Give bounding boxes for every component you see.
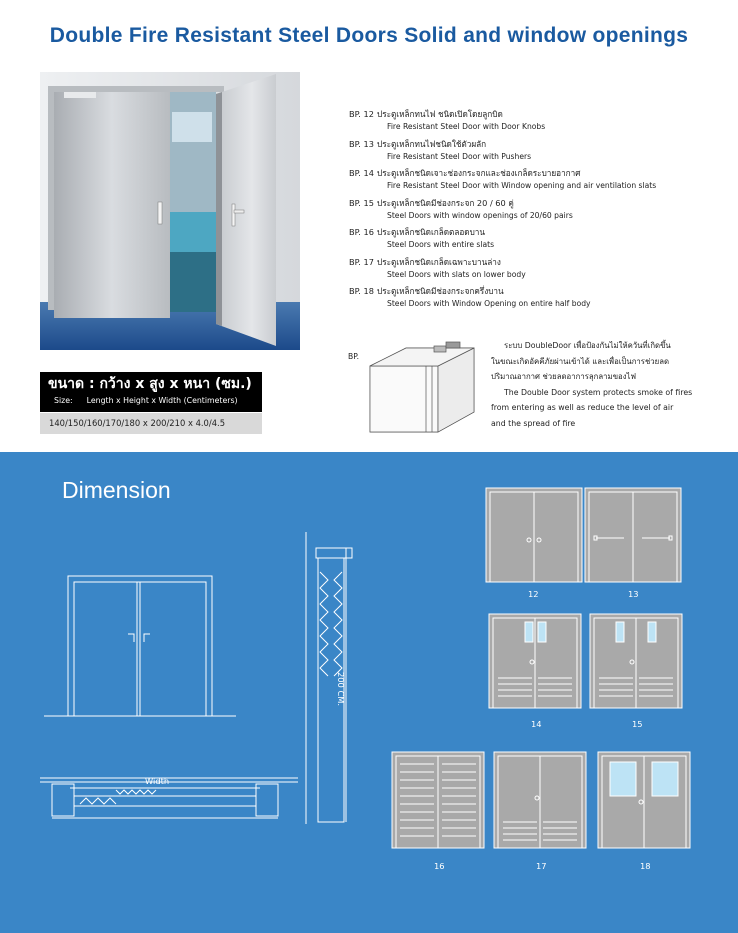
product-code: BP. 18 xyxy=(349,286,374,296)
desc-th-line: ปริมาณอากาศ ช่วยลดอาการลุกลามของไฟ xyxy=(491,372,636,381)
product-name-en: Fire Resistant Steel Door with Window opening and air ventilation slats xyxy=(387,181,657,190)
door-number: 15 xyxy=(632,719,643,729)
desc-th-line: ในขณะเกิดอัคคีภัยผ่านเข้าได้ และเพื่อเป็นการช่วยลด xyxy=(491,356,670,366)
product-name-en: Steel Doors with Window Opening on entire half body xyxy=(387,299,591,308)
product-name-th: ประตูเหล็กทนไฟ ชนิดเปิดโดยลูกบิด xyxy=(377,109,503,119)
size-label-box xyxy=(40,372,262,412)
desc-en-line: from entering as well as reduce the level of air xyxy=(491,403,674,412)
door-15-drawing xyxy=(590,614,682,708)
width-label: Width xyxy=(145,776,170,786)
desc-th-line: ระบบ DoubleDoor เพื่อป้องกันไม่ให้ควันที่เกิดขึ้น xyxy=(504,341,671,350)
front-elevation-drawing xyxy=(44,576,236,716)
product-list xyxy=(349,108,729,315)
height-label: 200 CM. xyxy=(336,672,346,707)
product-name-en: Fire Resistant Steel Door with Pushers xyxy=(387,151,532,161)
product-name-en: Steel Doors with slats on lower body xyxy=(387,269,526,279)
product-name-th: ประตูเหล็กชนิดเจาะช่องกระจกและช่องเกล็ดระบายอากาศ xyxy=(377,168,581,178)
product-code: BP. 16 xyxy=(349,227,374,237)
door-number: 16 xyxy=(434,861,445,871)
door-16-drawing xyxy=(392,752,484,848)
size-label-en xyxy=(54,396,238,405)
desc-en-line: and the spread of fire xyxy=(491,418,576,428)
product-code: BP. 17 xyxy=(349,256,374,267)
product-name-th: ประตูเหล็กชนิดเกล็ดเฉพาะบานล่าง xyxy=(377,256,501,267)
door-photo xyxy=(40,72,300,350)
bp-section-label: BP. xyxy=(348,352,360,361)
desc-en-line: The Double Door system protects smoke of fires xyxy=(504,387,693,397)
dimension-drawings xyxy=(0,452,738,933)
product-item xyxy=(349,226,729,256)
door-17-drawing xyxy=(494,752,586,848)
door-number: 12 xyxy=(528,589,539,599)
product-name-en: Fire Resistant Steel Door with Door Knobs xyxy=(387,122,546,131)
size-label-th: ขนาด : กว้าง x สูง x หนา (ซม.) xyxy=(48,376,252,392)
product-code: BP. 13 xyxy=(349,138,374,149)
door-section-illustration xyxy=(366,336,486,436)
product-item xyxy=(349,256,729,286)
product-item xyxy=(349,108,729,138)
door-14-drawing xyxy=(489,614,581,708)
door-12-drawing xyxy=(486,488,582,582)
product-name-en: Steel Doors with entire slats xyxy=(387,240,495,249)
product-code: BP. 15 xyxy=(349,197,374,208)
door-number: 18 xyxy=(640,861,651,871)
product-name-th: ประตูเหล็กชนิดมีช่องกระจกครึ่งบาน xyxy=(377,286,504,296)
product-code: BP. 14 xyxy=(349,168,374,178)
door-number: 17 xyxy=(536,861,547,871)
product-item xyxy=(349,285,729,315)
door-number: 13 xyxy=(628,589,639,599)
size-label-en-prefix: Size: xyxy=(54,396,73,405)
product-code: BP. 12 xyxy=(349,109,374,119)
door-13-drawing xyxy=(585,488,681,582)
dimension-title: Dimension xyxy=(62,477,171,503)
door-18-drawing xyxy=(598,752,690,848)
bp-description xyxy=(491,338,731,431)
product-item xyxy=(349,138,729,168)
page-title: Double Fire Resistant Steel Doors Solid and window openings xyxy=(49,24,689,47)
size-values: 140/150/160/170/180 x 200/210 x 4.0/4.5 xyxy=(40,413,262,434)
size-label-en-detail: Length x Height x Width (Centimeters) xyxy=(86,396,238,405)
product-name-th: ประตูเหล็กชนิดเกล็ดตลอดบาน xyxy=(377,227,486,237)
product-name-th: ประตูเหล็กชนิดมีช่องกระจก 20 / 60 คู่ xyxy=(377,197,514,208)
product-name-th: ประตูเหล็กทนไฟชนิดใช้ตัวผลัก xyxy=(377,138,487,149)
product-name-en: Steel Doors with window openings of 20/60 pairs xyxy=(387,210,573,220)
product-item xyxy=(349,167,729,197)
product-item xyxy=(349,197,729,227)
door-number: 14 xyxy=(531,719,542,729)
